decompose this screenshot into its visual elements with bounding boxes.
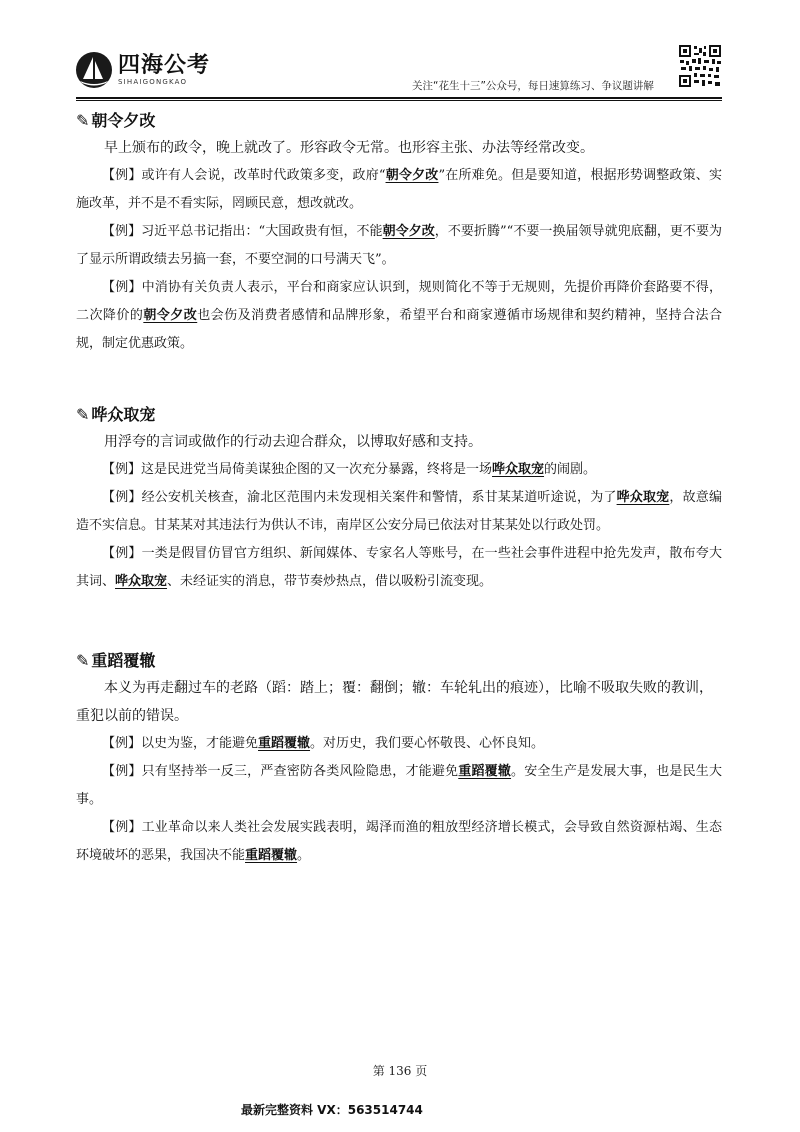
highlighted-idiom: 朝令夕改 <box>382 224 435 239</box>
highlighted-idiom: 哗众取宠 <box>616 490 670 505</box>
idiom-section <box>76 402 722 596</box>
example-paragraph: 【例】工业革命以来人类社会发展实践表明，竭泽而渔的粗放型经济增长模式，会导致自然资源枯竭、生态环境破坏的恶果，我国决不能重蹈覆辙。 <box>76 820 722 863</box>
idiom-term: 朝令夕改 <box>91 111 156 130</box>
example-paragraph: 【例】或许有人会说，改革时代政策多变，政府“朝令夕改”在所难免。但是要知道，根据形势调整政策、实施改革，并不是不看实际，罔顾民意，想改就改。 <box>76 168 722 211</box>
idiom-definition: 本义为再走翻过车的老路（蹈：踏上；覆：翻倒；辙：车轮轧出的痕迹），比喻不吸取失败的教训，重犯以前的错误。 <box>76 680 713 724</box>
highlighted-idiom: 重蹈覆辙 <box>245 848 298 863</box>
highlighted-idiom: 朝令夕改 <box>385 168 439 183</box>
example-paragraph: 【例】以史为鉴，才能避免重蹈覆辙。对历史，我们要心怀敬畏、心怀良知。 <box>102 736 545 751</box>
logo-chinese-name: 四海公考 <box>118 52 211 78</box>
idiom-definition: 早上颁布的政令，晚上就改了。形容政令无常。也形容主张、办法等经常改变。 <box>104 140 594 156</box>
example-paragraph: 【例】只有坚持举一反三，严查密防各类风险隐患，才能避免重蹈覆辙。安全生产是发展大事，也是民生大事。 <box>76 764 722 807</box>
example-paragraph: 【例】中消协有关负责人表示，平台和商家应认识到，规则简化不等于无规则，先提价再降价套路要不得，二次降价的朝令夕改也会伤及消费者感情和品牌形象，希望平台和商家遵循市场规律和契约精神，坚持合法合规，制定优惠政策。 <box>76 280 722 351</box>
highlighted-idiom: 哗众取宠 <box>492 462 545 477</box>
highlighted-idiom: 哗众取宠 <box>115 574 168 589</box>
example-paragraph: 【例】经公安机关核查，渝北区范围内未发现相关案件和警情，系甘某某道听途说，为了哗众取宠，故意编造不实信息。甘某某对其违法行为供认不讳，南岸区公安分局已依法对甘某某处以行政处罚。 <box>76 490 722 533</box>
example-paragraph: 【例】习近平总书记指出：“大国政贵有恒，不能朝令夕改，不要折腾”“不要一换届领导就兜底翻，更不要为了显示所谓政绩去另搞一套，不要空洞的口号满天飞”。 <box>76 224 722 267</box>
example-paragraph: 【例】一类是假冒仿冒官方组织、新闻媒体、专家名人等账号，在一些社会事件进程中抢先发声，散布夸大其词、哗众取宠、未经证实的消息，带节奏炒热点，借以吸粉引流变现。 <box>76 546 722 589</box>
pencil-icon: ✎ <box>76 405 90 424</box>
page-header <box>0 0 800 100</box>
idiom-heading <box>76 108 722 134</box>
pencil-icon: ✎ <box>76 111 90 130</box>
header-divider-thin <box>76 100 722 101</box>
idiom-definition: 用浮夸的言词或做作的行动去迎合群众，以博取好感和支持。 <box>104 434 482 450</box>
idiom-section <box>76 648 722 870</box>
qr-code-icon <box>678 44 722 88</box>
example-paragraph: 【例】这是民进党当局倚美谋独企图的又一次充分暴露，终将是一场哗众取宠的闹剧。 <box>102 462 597 477</box>
pencil-icon: ✎ <box>76 651 90 670</box>
highlighted-idiom: 重蹈覆辙 <box>258 736 311 751</box>
page-content <box>76 108 722 870</box>
header-divider <box>76 97 722 99</box>
idiom-heading <box>76 648 722 674</box>
header-slogan: 关注“花生十三”公众号，每日速算练习、争议题讲解 <box>412 80 654 92</box>
brand-logo <box>76 52 210 88</box>
idiom-term: 哗众取宠 <box>91 405 156 424</box>
idiom-heading <box>76 402 722 428</box>
idiom-term: 重蹈覆辙 <box>91 651 156 670</box>
highlighted-idiom: 重蹈覆辙 <box>458 764 512 779</box>
logo-english-name: SIHAIGONGKAO <box>118 77 188 86</box>
idiom-section <box>76 108 722 358</box>
page-number: 第 136 页 <box>372 1064 428 1078</box>
sailboat-logo-icon <box>76 52 112 88</box>
highlighted-idiom: 朝令夕改 <box>143 308 198 323</box>
footer-contact-note: 最新完整资料 VX：563514744 <box>241 1103 423 1117</box>
